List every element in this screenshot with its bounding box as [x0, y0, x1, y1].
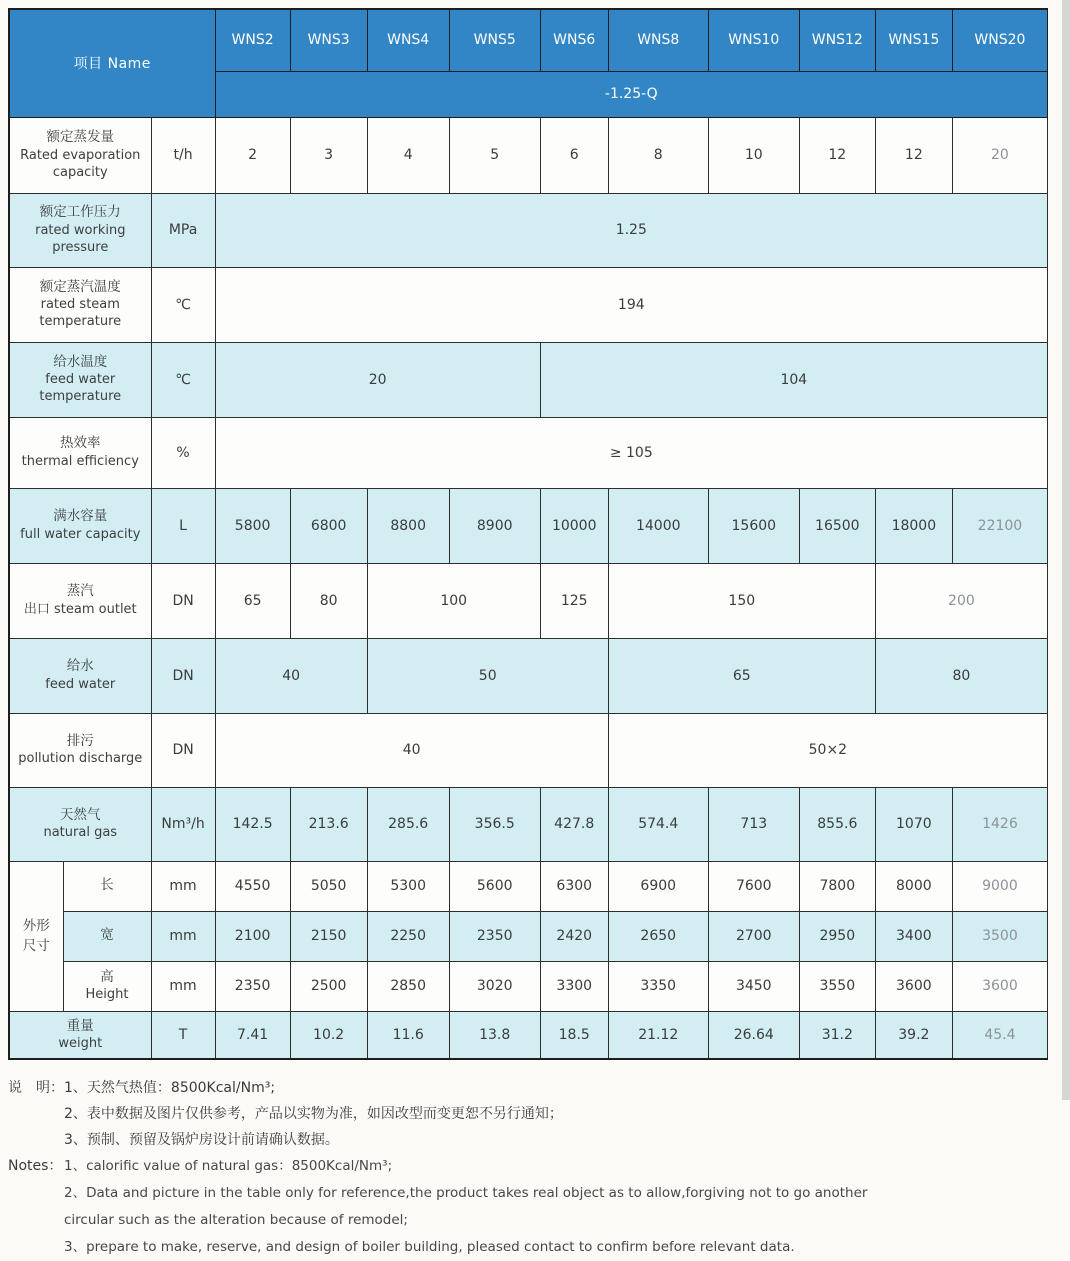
unit-cell: mm — [151, 861, 215, 911]
model-header-wns6: WNS6 — [540, 9, 608, 71]
value-cell: 213.6 — [290, 787, 367, 861]
value-cell: 1.25 — [215, 193, 1047, 267]
row-efficiency — [9, 417, 1048, 488]
value-cell: 200 — [875, 563, 1047, 638]
model-header-wns12: WNS12 — [799, 9, 875, 71]
value-cell: 5 — [449, 117, 540, 193]
value-cell: 16500 — [799, 488, 875, 563]
value-cell: 26.64 — [708, 1011, 799, 1059]
value-cell: 5300 — [367, 861, 449, 911]
value-cell: 13.8 — [449, 1011, 540, 1059]
row-feed-water — [9, 638, 1048, 713]
note-en-3: 3、prepare to make, reserve, and design of boiler building, pleased contact to confirm before relevant data. — [64, 1239, 795, 1255]
row-width — [9, 911, 1048, 961]
row-steam-outlet — [9, 563, 1048, 638]
value-cell: 5050 — [290, 861, 367, 911]
header-row-models — [9, 9, 1048, 71]
row-label-evaporation: 额定蒸发量 Rated evaporation capacity — [9, 117, 151, 193]
value-cell: 8000 — [875, 861, 952, 911]
notes-zh — [8, 1075, 1070, 1153]
value-cell: 80 — [875, 638, 1047, 713]
value-cell: 574.4 — [608, 787, 708, 861]
value-cell: 2350 — [449, 911, 540, 961]
row-weight — [9, 1011, 1048, 1059]
value-cell: 285.6 — [367, 787, 449, 861]
value-cell: 50×2 — [608, 713, 1047, 787]
value-cell: 4 — [367, 117, 449, 193]
value-cell: 6900 — [608, 861, 708, 911]
value-cell: 427.8 — [540, 787, 608, 861]
unit-cell: Nm³/h — [151, 787, 215, 861]
model-header-wns5: WNS5 — [449, 9, 540, 71]
model-header-wns2: WNS2 — [215, 9, 290, 71]
value-cell: 21.12 — [608, 1011, 708, 1059]
value-cell: 2650 — [608, 911, 708, 961]
value-cell: 12 — [875, 117, 952, 193]
row-feed-temp — [9, 342, 1048, 417]
value-cell: 20 — [215, 342, 540, 417]
value-cell: 11.6 — [367, 1011, 449, 1059]
row-full-water — [9, 488, 1048, 563]
model-header-wns10: WNS10 — [708, 9, 799, 71]
model-header-wns3: WNS3 — [290, 9, 367, 71]
value-cell: 713 — [708, 787, 799, 861]
notes-zh-label: 说 明： — [8, 1080, 64, 1096]
row-pressure — [9, 193, 1048, 267]
value-cell: 2150 — [290, 911, 367, 961]
value-cell: 150 — [608, 563, 875, 638]
row-natural-gas — [9, 787, 1048, 861]
value-cell: 2100 — [215, 911, 290, 961]
value-cell: 10000 — [540, 488, 608, 563]
value-cell: 8 — [608, 117, 708, 193]
value-cell: 3 — [290, 117, 367, 193]
row-length — [9, 861, 1048, 911]
note-en-2: 2、Data and picture in the table only for reference,the product takes real object as to allow,forgiving not to go another circular such as the alteration because of remodel; — [64, 1185, 868, 1228]
unit-cell: MPa — [151, 193, 215, 267]
value-cell: 31.2 — [799, 1011, 875, 1059]
row-label-steam-outlet: 蒸汽 出口 steam outlet — [9, 563, 151, 638]
value-cell: 15600 — [708, 488, 799, 563]
value-cell: 7.41 — [215, 1011, 290, 1059]
value-cell: 8800 — [367, 488, 449, 563]
pressure-code-cell: -1.25-Q — [215, 71, 1047, 117]
value-cell: 20 — [952, 117, 1047, 193]
value-cell: 4550 — [215, 861, 290, 911]
row-label-dimensions: 外形 尺寸 — [9, 861, 63, 1011]
unit-cell: DN — [151, 638, 215, 713]
row-pollution — [9, 713, 1048, 787]
value-cell: 65 — [215, 563, 290, 638]
value-cell: 3500 — [952, 911, 1047, 961]
note-zh-1: 1、天然气热值：8500Kcal/Nm³; — [64, 1080, 276, 1096]
row-label-width: 宽 — [63, 911, 151, 961]
value-cell: 8900 — [449, 488, 540, 563]
value-cell: 7800 — [799, 861, 875, 911]
spec-table — [8, 8, 1048, 1060]
unit-cell: T — [151, 1011, 215, 1059]
value-cell: 45.4 — [952, 1011, 1047, 1059]
value-cell: 22100 — [952, 488, 1047, 563]
model-header-wns15: WNS15 — [875, 9, 952, 71]
value-cell: 6 — [540, 117, 608, 193]
value-cell: 855.6 — [799, 787, 875, 861]
value-cell: 142.5 — [215, 787, 290, 861]
unit-cell: t/h — [151, 117, 215, 193]
row-label-steam-temp: 额定蒸汽温度 rated steam temperature — [9, 267, 151, 342]
value-cell: 39.2 — [875, 1011, 952, 1059]
row-label-feed-temp: 给水温度 feed water temperature — [9, 342, 151, 417]
value-cell: 1070 — [875, 787, 952, 861]
note-zh-3: 3、预制、预留及锅炉房设计前请确认数据。 — [64, 1132, 339, 1148]
row-label-efficiency: 热效率 thermal efficiency — [9, 417, 151, 488]
value-cell: 2420 — [540, 911, 608, 961]
value-cell: 18000 — [875, 488, 952, 563]
unit-cell: DN — [151, 713, 215, 787]
value-cell: 40 — [215, 713, 608, 787]
value-cell: 7600 — [708, 861, 799, 911]
value-cell: 3350 — [608, 961, 708, 1011]
note-zh-2: 2、表中数据及图片仅供参考，产品以实物为准，如因改型而变更恕不另行通知； — [64, 1106, 563, 1122]
model-header-wns4: WNS4 — [367, 9, 449, 71]
value-cell: 356.5 — [449, 787, 540, 861]
value-cell: 50 — [367, 638, 608, 713]
value-cell: 5800 — [215, 488, 290, 563]
value-cell: 2 — [215, 117, 290, 193]
notes-en-label: Notes： — [8, 1158, 63, 1174]
value-cell: 2950 — [799, 911, 875, 961]
unit-cell: DN — [151, 563, 215, 638]
value-cell: 3550 — [799, 961, 875, 1011]
unit-cell: L — [151, 488, 215, 563]
unit-cell: mm — [151, 961, 215, 1011]
value-cell: ≥ 105 — [215, 417, 1047, 488]
scan-edge-strip — [1062, 0, 1070, 1100]
value-cell: 3400 — [875, 911, 952, 961]
unit-cell: ℃ — [151, 342, 215, 417]
row-label-natural-gas: 天然气 natural gas — [9, 787, 151, 861]
value-cell: 2850 — [367, 961, 449, 1011]
header-name-cell: 项目 Name — [9, 9, 215, 117]
value-cell: 10.2 — [290, 1011, 367, 1059]
unit-cell: ℃ — [151, 267, 215, 342]
value-cell: 6300 — [540, 861, 608, 911]
value-cell: 3450 — [708, 961, 799, 1011]
notes-section — [8, 1075, 1070, 1261]
value-cell: 3020 — [449, 961, 540, 1011]
value-cell: 12 — [799, 117, 875, 193]
row-label-feed-water: 给水 feed water — [9, 638, 151, 713]
value-cell: 104 — [540, 342, 1047, 417]
row-evaporation — [9, 117, 1048, 193]
value-cell: 80 — [290, 563, 367, 638]
value-cell: 3600 — [952, 961, 1047, 1011]
value-cell: 10 — [708, 117, 799, 193]
notes-en — [8, 1153, 1070, 1261]
unit-cell: mm — [151, 911, 215, 961]
value-cell: 3300 — [540, 961, 608, 1011]
row-label-full-water: 满水容量 full water capacity — [9, 488, 151, 563]
value-cell: 40 — [215, 638, 367, 713]
value-cell: 125 — [540, 563, 608, 638]
model-header-wns20: WNS20 — [952, 9, 1047, 71]
row-height — [9, 961, 1048, 1011]
value-cell: 100 — [367, 563, 540, 638]
value-cell: 2250 — [367, 911, 449, 961]
row-label-height: 高 Height — [63, 961, 151, 1011]
value-cell: 2500 — [290, 961, 367, 1011]
model-header-wns8: WNS8 — [608, 9, 708, 71]
value-cell: 1426 — [952, 787, 1047, 861]
unit-cell: % — [151, 417, 215, 488]
value-cell: 65 — [608, 638, 875, 713]
value-cell: 9000 — [952, 861, 1047, 911]
value-cell: 14000 — [608, 488, 708, 563]
row-label-pressure: 额定工作压力 rated working pressure — [9, 193, 151, 267]
value-cell: 6800 — [290, 488, 367, 563]
row-steam-temp — [9, 267, 1048, 342]
row-label-pollution: 排污 pollution discharge — [9, 713, 151, 787]
value-cell: 194 — [215, 267, 1047, 342]
row-label-weight: 重量 weight — [9, 1011, 151, 1059]
value-cell: 2350 — [215, 961, 290, 1011]
value-cell: 5600 — [449, 861, 540, 911]
row-label-length: 长 — [63, 861, 151, 911]
value-cell: 3600 — [875, 961, 952, 1011]
note-en-1: 1、calorific value of natural gas：8500Kcal/Nm³; — [64, 1158, 393, 1174]
value-cell: 18.5 — [540, 1011, 608, 1059]
value-cell: 2700 — [708, 911, 799, 961]
